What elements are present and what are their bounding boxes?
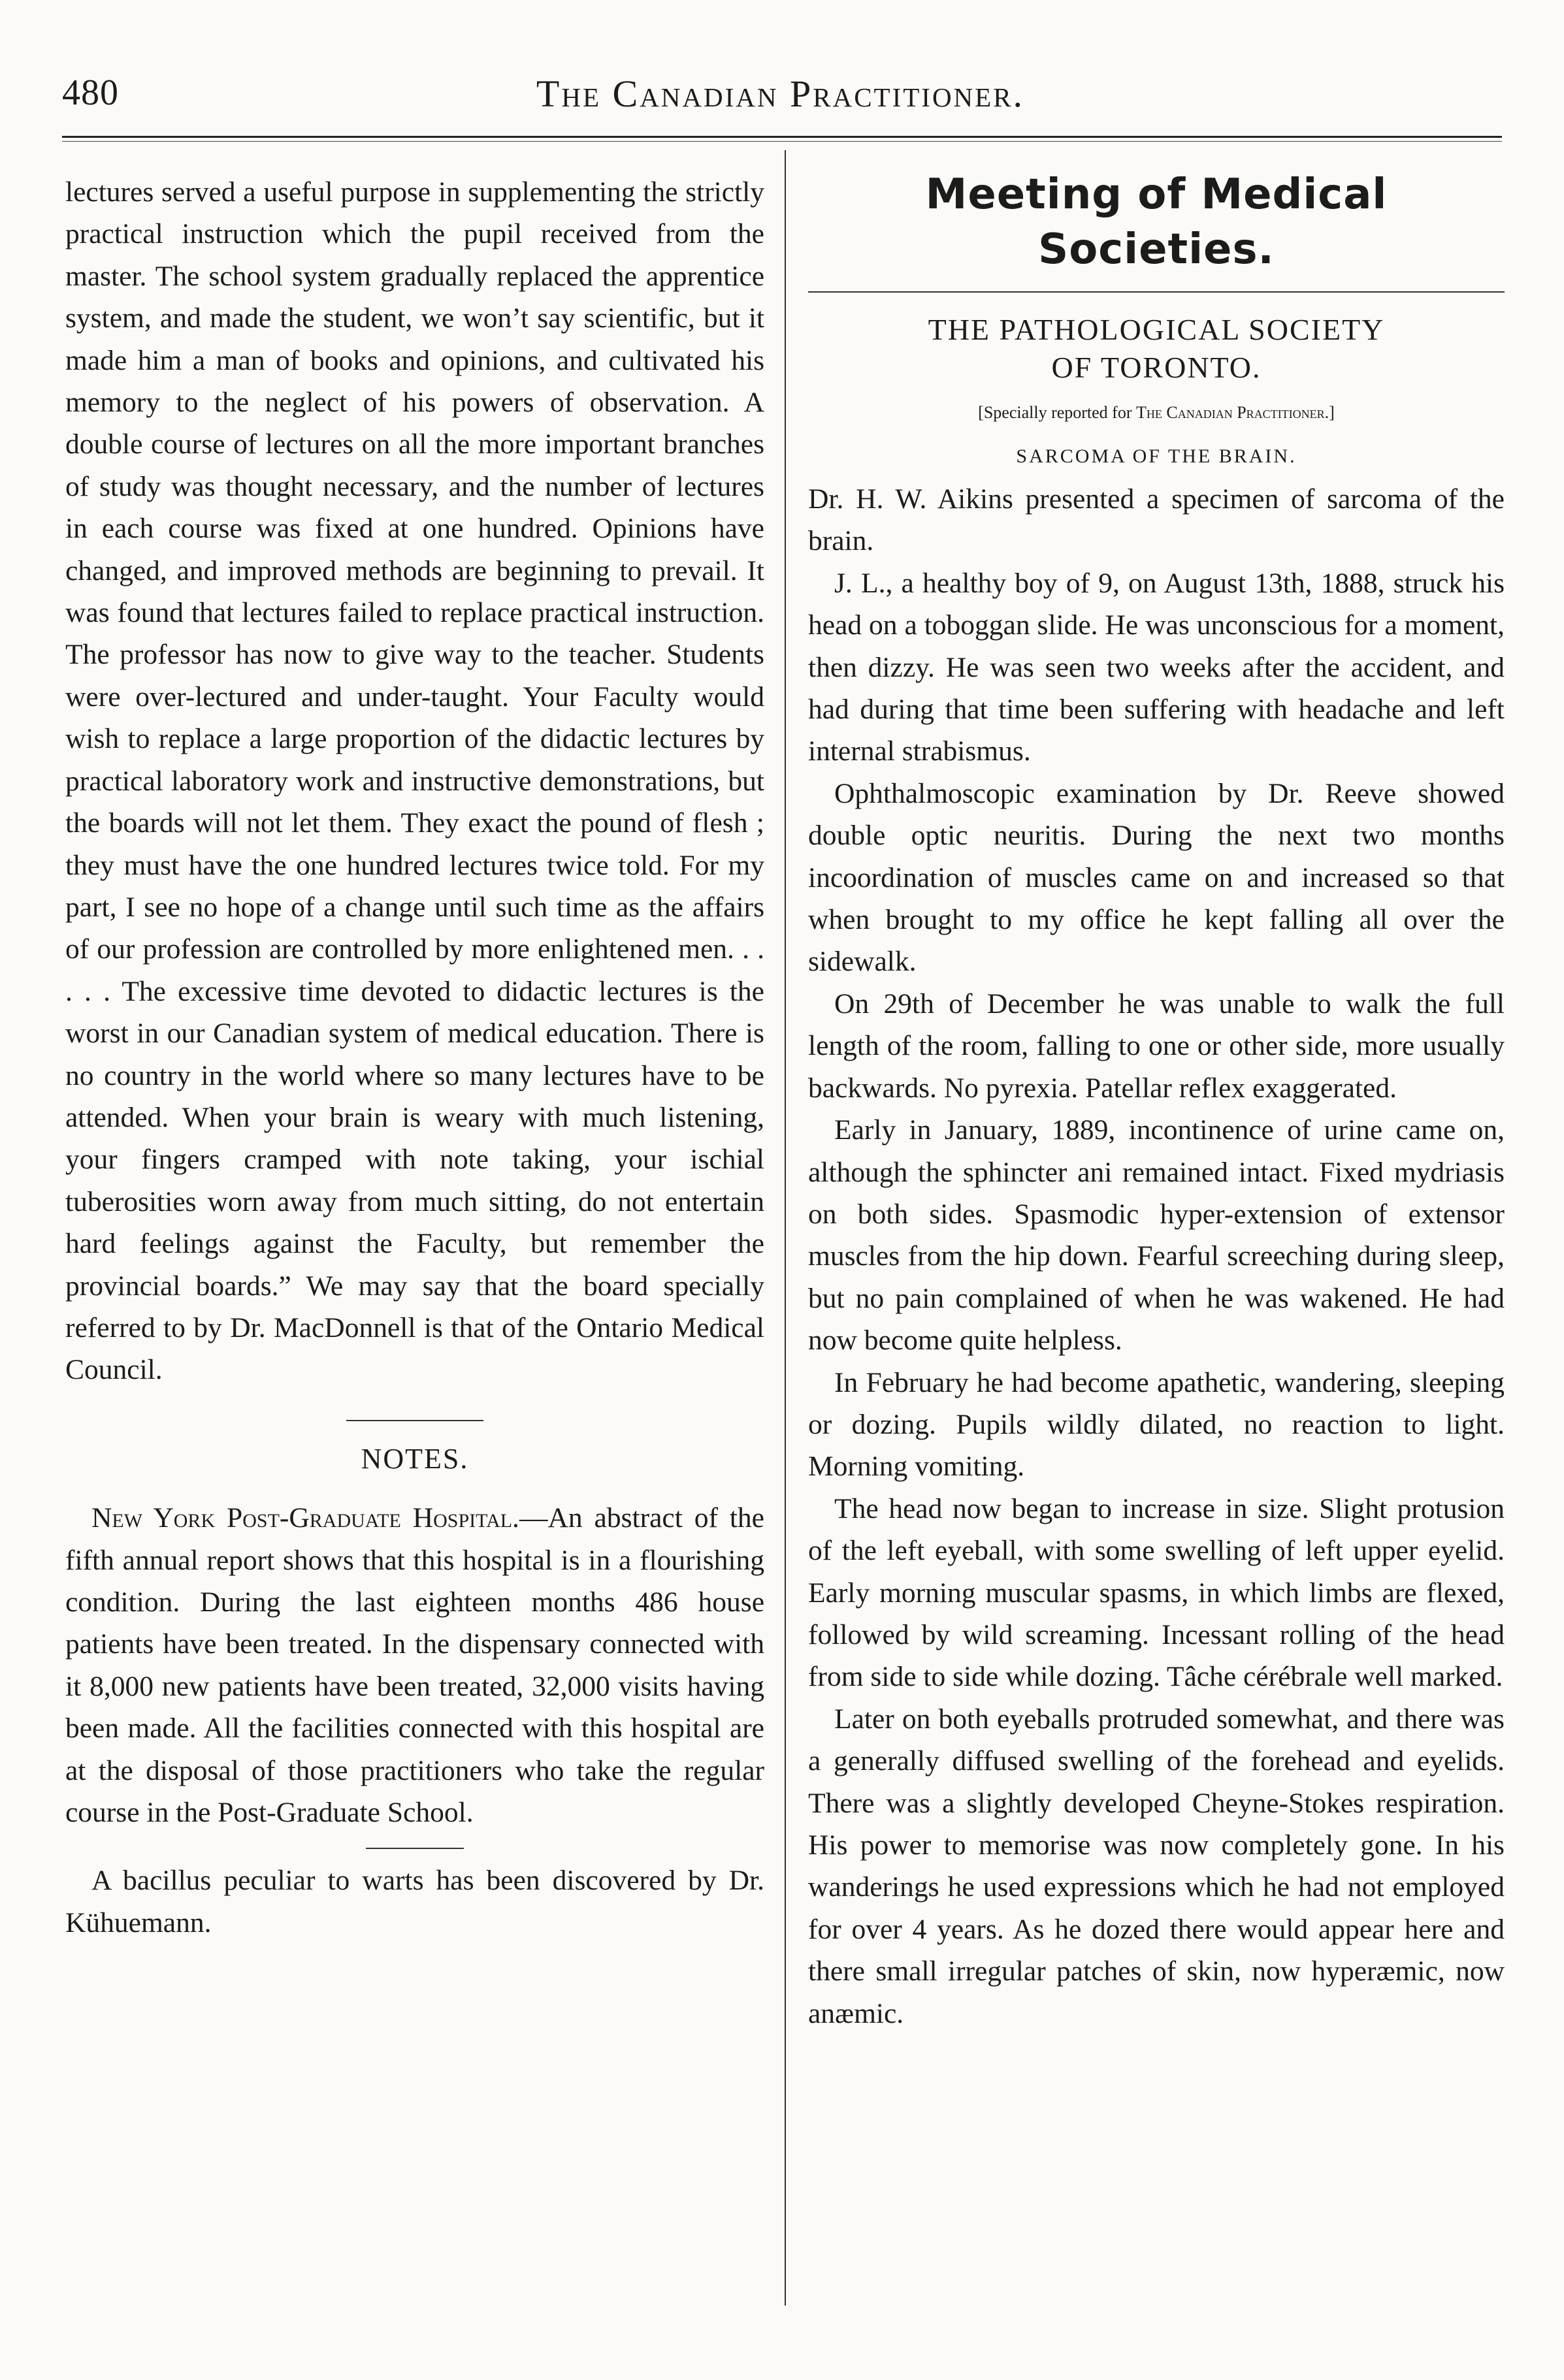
section-banner: Meeting of Medical Societies. <box>925 170 1388 274</box>
note-hospital-text: —An abstract of the fifth annual report shows that this hospital is in a flourishing condition. During the last eighteen months 486 house patients have been treated. In the dispensary connected with it 8,000 new patients have been treated, 32,000 visits having been made. All the facilities connected with this hospital are at the disposal of those practitioners who take the regular course in the Post-Graduate School. <box>65 1502 764 1829</box>
left-column <box>65 171 764 1944</box>
banner-rule <box>808 291 1505 293</box>
paragraph: On 29th of December he was unable to walk the full length of the room, falling to one or other side, more usually backwards. No pyrexia. Patellar reflex exaggerated. <box>808 988 1505 1104</box>
paragraph: Later on both eyeballs protruded somewhat, and there was a generally diffused swelling of the forehead and eyelids. There was a slightly developed Cheyne-Stokes respiration. His power to memorise was now completely gone. In his wanderings he used expressions which he had not employed for over 4 years. As he dozed there would appear here and there small irregular patches of skin, now hyperæmic, now anæmic. <box>808 1703 1505 2029</box>
notes-heading: NOTES. <box>361 1442 469 1475</box>
credit-journal: The Canadian Practitioner. <box>1136 403 1329 422</box>
page-number: 480 <box>62 72 119 113</box>
paragraph: In February he had become apathetic, wandering, sleeping or dozing. Pupils wildly dilated, no reaction to light. Morning vomiting. <box>808 1366 1505 1483</box>
society-name <box>808 311 1505 387</box>
paragraph: Ophthalmoscopic examination by Dr. Reeve showed double optic neuritis. During the next two months incoordination of muscles came on and increased so that when brought to my office he kept falling all over the sidewalk. <box>808 777 1505 978</box>
report-credit <box>808 400 1505 426</box>
note-hospital <box>65 1497 764 1833</box>
header-rule <box>62 136 1502 142</box>
article-subheading: SARCOMA OF THE BRAIN. <box>1016 445 1297 467</box>
society-line-1: THE PATHOLOGICAL SOCIETY <box>928 313 1385 346</box>
paragraph: J. L., a healthy boy of 9, on August 13th, 1888, struck his head on a toboggan slide. He was unconscious for a moment, then dizzy. He was seen two weeks after the accident, and had during that time been suffering with headache and left internal strabismus. <box>808 567 1505 767</box>
running-head <box>62 72 1499 124</box>
paragraph: Early in January, 1889, incontinence of urine came on, although the sphincter ani remained intact. Fixed mydriasis on both sides. Spasmodic hyper-extension of extensor muscles from the hip down. Fearful screeching during sleep, but no pain complained of when he was wakened. He had now become quite helpless. <box>808 1114 1505 1357</box>
continued-paragraph: lectures served a useful purpose in supplementing the strictly practical instruction which the pupil received from the master. The school system gradually replaced the apprentice system, and made the student, we won’t say scientific, but it made him a man of books and opinions, and cultivated his memory to the neglect of his powers of observation. A double course of lectures on all the more important branches of study was thought necessary, and the number of lectures in each course was fixed at one hundred. Opinions have changed, and improved methods are beginning to prevail. It was found that lectures failed to replace practical instruction. The professor has now to give way to the teacher. Students were over-lectured and under-taught. Your Faculty would wish to replace a large proportion of the didactic lectures by practical laboratory work and instructive demonstrations, but the boards will not let them. They exact the pound of flesh ; they must have the one hundred lectures twice told. For my part, I see no hope of a change until such time as the affairs of our profession are controlled by more enlightened men. . . . . . The excessive time devoted to didactic lectures is the worst in our Canadian system of medical education. There is no country in the world where so many lectures have to be attended. When your brain is weary with much listening, your fingers cramped with note taking, your ischial tuberosities worn away from much sitting, do not entertain hard feelings against the Faculty, but remember the provincial boards.” We may say that the board specially referred to by Dr. MacDonnell is that of the Ontario Medical Council. <box>65 176 764 1386</box>
journal-title: The Canadian Practitioner. <box>536 72 1025 115</box>
note-bacillus: A bacillus peculiar to warts has been discovered by Dr. Kühuemann. <box>65 1865 764 1938</box>
notes-separator <box>366 1848 464 1849</box>
credit-suffix: ] <box>1329 403 1335 422</box>
credit-prefix: [Specially reported for <box>978 403 1132 422</box>
society-line-2: OF TORONTO. <box>1051 351 1262 384</box>
paragraph: Dr. H. W. Aikins presented a specimen of sarcoma of the brain. <box>808 483 1505 557</box>
column-divider <box>785 150 786 2306</box>
paragraph: The head now began to increase in size. Slight protusion of the left eyeball, with some swelling of left upper eyelid. Early morning muscular spasms, in which limbs are flexed, followed by wild screaming. Incessant rolling of the head from side to side while dozing. Tâche cérébrale well marked. <box>808 1492 1505 1693</box>
right-column <box>808 171 1505 2034</box>
note-hospital-lead: New York Post-Graduate Hospital. <box>91 1502 519 1534</box>
notes-rule <box>346 1420 483 1421</box>
